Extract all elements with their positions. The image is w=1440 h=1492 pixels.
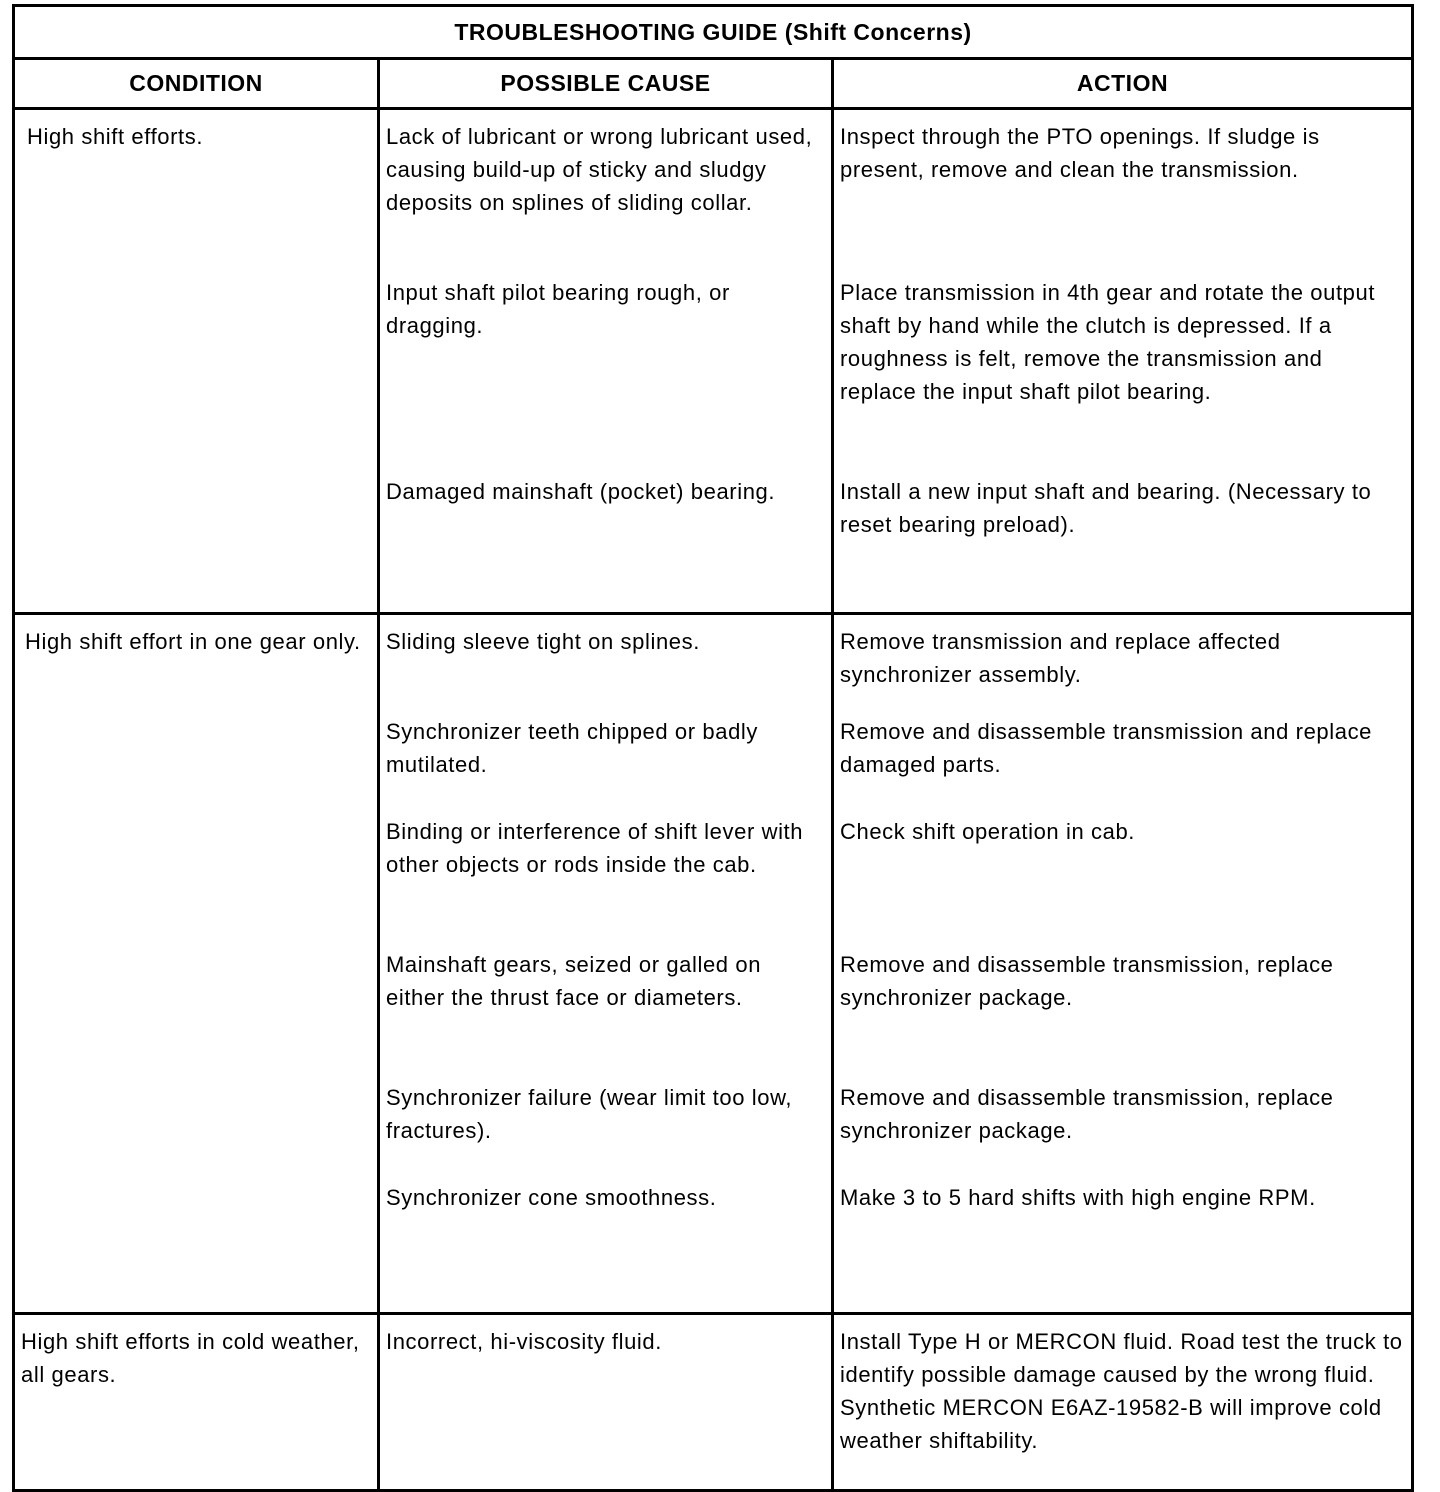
troubleshooting-table — [12, 4, 1414, 1492]
cause-action-pair — [380, 715, 1411, 815]
cause-action-pair — [380, 1081, 1411, 1181]
table-row — [15, 615, 1411, 1315]
header-condition: CONDITION — [15, 60, 380, 107]
cause-cell: Binding or interference of shift lever with other objects or rods inside the cab. — [380, 815, 834, 948]
table-row — [15, 110, 1411, 615]
cause-action-group — [380, 1315, 1411, 1489]
condition-cell: High shift efforts in cold weather, all gears. — [15, 1315, 380, 1489]
condition-cell: High shift effort in one gear only. — [15, 615, 380, 1312]
cause-cell: Synchronizer teeth chipped or badly mutilated. — [380, 715, 834, 815]
cause-action-group — [380, 615, 1411, 1312]
cause-cell: Damaged mainshaft (pocket) bearing. — [380, 475, 834, 612]
action-cell: Remove and disassemble transmission and replace damaged parts. — [840, 719, 1373, 777]
cause-cell: Mainshaft gears, seized or galled on either the thrust face or diameters. — [380, 948, 834, 1081]
cause-action-pair — [380, 110, 1411, 276]
action-cell: Place transmission in 4th gear and rotate the output shaft by hand while the clutch is depressed. If a roughness is felt, remove the transmission and replace the input shaft pilot bearing. — [840, 280, 1376, 404]
header-possible-cause: POSSIBLE CAUSE — [380, 60, 834, 107]
action-cell: Install a new input shaft and bearing. (Necessary to reset bearing preload). — [840, 479, 1372, 537]
action-cell: Check shift operation in cab. — [840, 819, 1135, 844]
header-action: ACTION — [1076, 70, 1169, 96]
condition-cell: High shift efforts. — [15, 110, 380, 612]
cause-cell: Input shaft pilot bearing rough, or dragging. — [380, 276, 834, 475]
action-cell: Remove and disassemble transmission, replace synchronizer package. — [840, 1085, 1334, 1143]
cause-action-pair — [380, 475, 1411, 612]
action-cell: Make 3 to 5 hard shifts with high engine RPM. — [840, 1185, 1316, 1210]
cause-action-pair — [380, 615, 1411, 715]
table-row — [15, 1315, 1411, 1489]
cause-cell: Synchronizer failure (wear limit too low, fractures). — [380, 1081, 834, 1181]
cause-cell: Sliding sleeve tight on splines. — [380, 615, 834, 715]
cause-cell: Lack of lubricant or wrong lubricant used, causing build-up of sticky and sludgy deposits on splines of sliding collar. — [380, 110, 834, 276]
table-title: TROUBLESHOOTING GUIDE (Shift Concerns) — [15, 7, 1411, 60]
cause-action-pair — [380, 1315, 1411, 1489]
cause-action-pair — [380, 276, 1411, 475]
action-cell: Inspect through the PTO openings. If sludge is present, remove and clean the transmission. — [840, 124, 1320, 182]
cause-cell: Synchronizer cone smoothness. — [380, 1181, 834, 1312]
cause-cell: Incorrect, hi-viscosity fluid. — [380, 1315, 834, 1489]
header-row — [15, 60, 1411, 110]
action-cell: Remove transmission and replace affected synchronizer assembly. — [840, 629, 1281, 687]
cause-action-group — [380, 110, 1411, 612]
action-cell: Install Type H or MERCON fluid. Road test the truck to identify possible damage caused by the wrong fluid. Synthetic MERCON E6AZ-19582-B will improve cold weather shiftability. — [840, 1329, 1403, 1453]
action-cell: Remove and disassemble transmission, replace synchronizer package. — [840, 952, 1334, 1010]
cause-action-pair — [380, 1181, 1411, 1312]
cause-action-pair — [380, 948, 1411, 1081]
cause-action-pair — [380, 815, 1411, 948]
